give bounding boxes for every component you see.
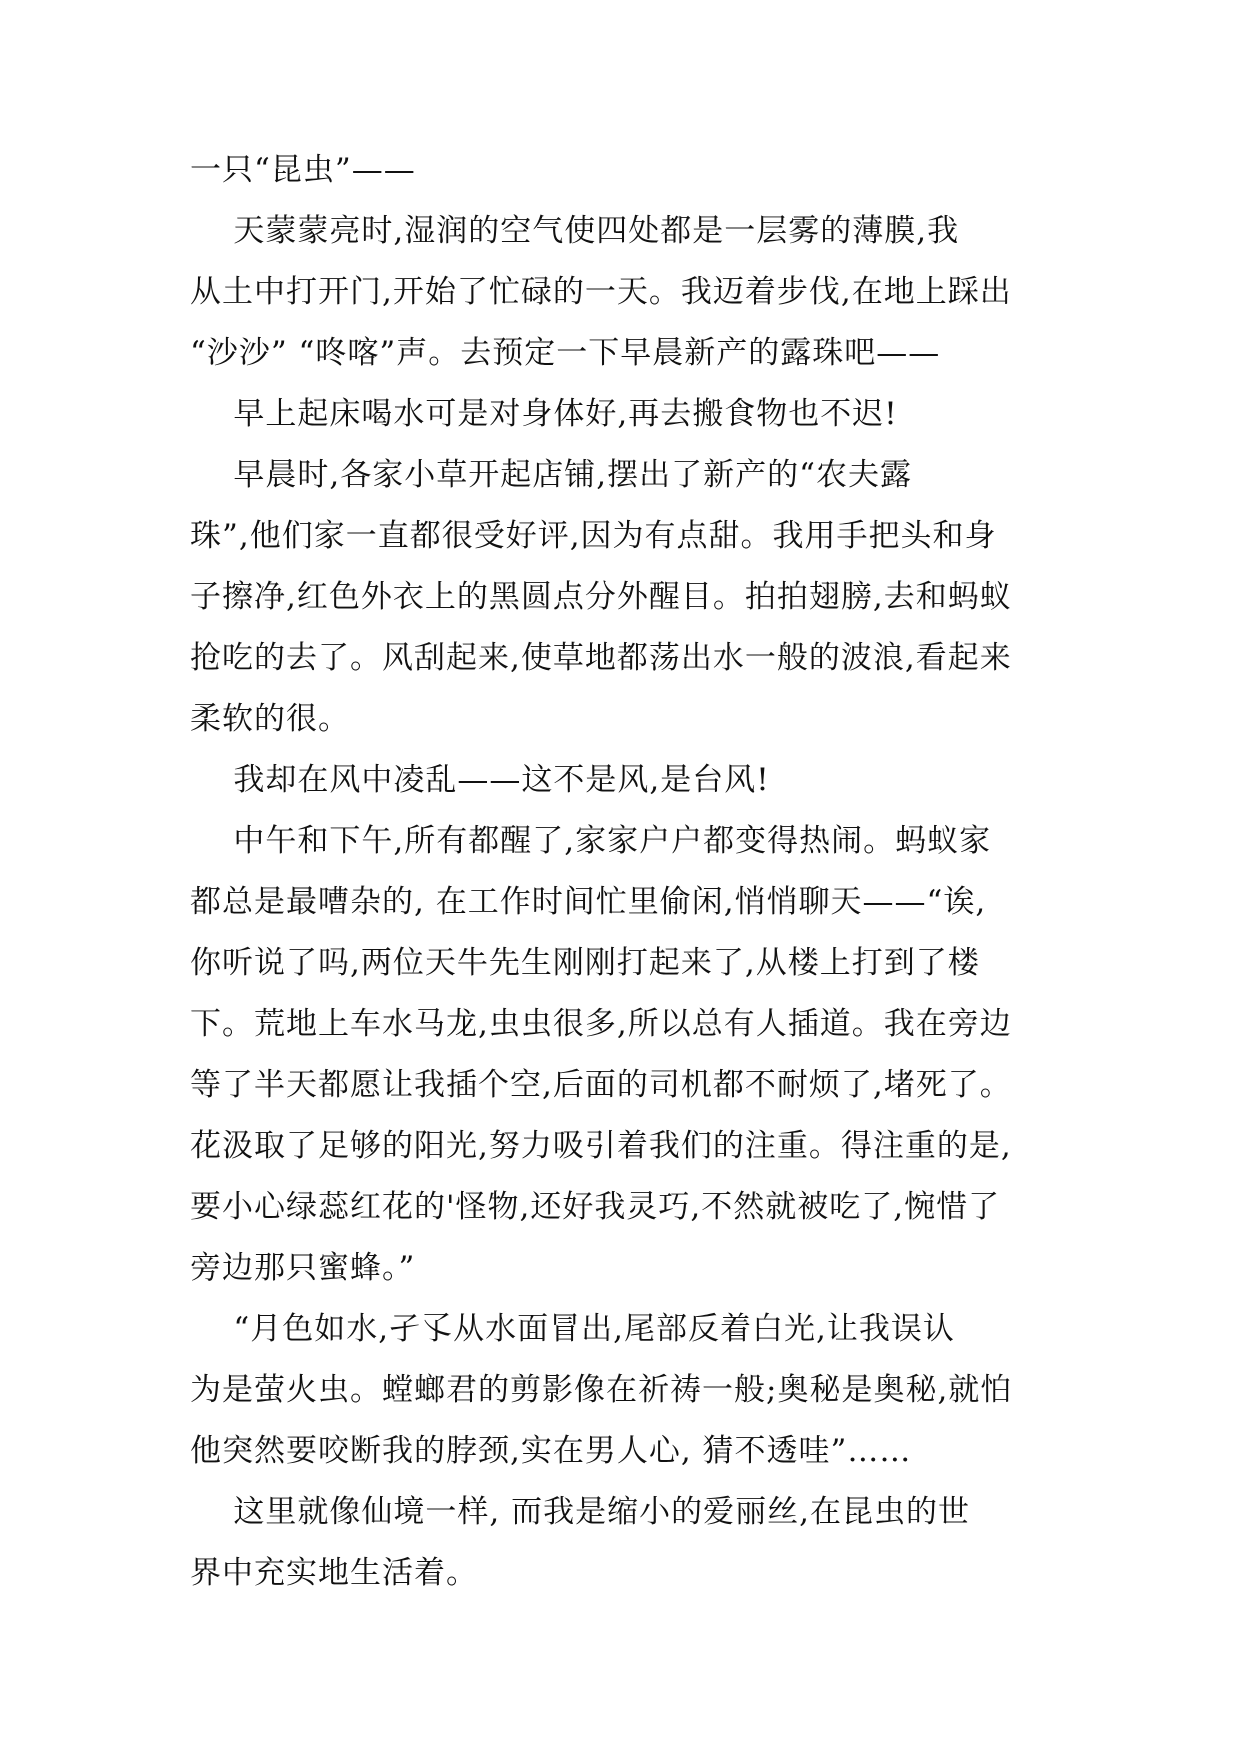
text-line: “月色如水,孑孓从水面冒出,尾部反着白光,让我误认 (190, 1311, 955, 1347)
text-line: 中午和下午,所有都醒了,家家户户都变得热闹。蚂蚁家 (190, 823, 992, 859)
text-line: 从土中打开门,开始了忙碌的一天。我迈着步伐,在地上踩出 (190, 274, 1012, 310)
title-line: 一只“昆虫”—— (190, 152, 416, 188)
text-line: 为是萤火虫。螳螂君的剪影像在祈祷一般;奥秘是奥秘,就怕 (190, 1372, 1013, 1408)
text-line: 子擦净,红色外衣上的黑圆点分外醒目。拍拍翅膀,去和蚂蚁 (190, 579, 1012, 615)
text-line: 花汲取了足够的阳光,努力吸引着我们的注重。得注重的是, (190, 1128, 1012, 1164)
text-line: 下。荒地上车水马龙,虫虫很多,所以总有人插道。我在旁边 (190, 1006, 1012, 1042)
text-line: 我却在风中凌乱——这不是风,是台风! (190, 762, 770, 798)
text-line: 界中充实地生活着。 (190, 1555, 478, 1591)
text-line: 天蒙蒙亮时,湿润的空气使四处都是一层雾的薄膜,我 (190, 213, 960, 249)
text-line: “沙沙” “咚喀”声。去预定一下早晨新产的露珠吧—— (190, 335, 941, 371)
text-line: 旁边那只蜜蜂。” (190, 1250, 416, 1286)
text-line: 早上起床喝水可是对身体好,再去搬食物也不迟! (190, 396, 898, 432)
document-body (190, 140, 1070, 1604)
text-line: 早晨时,各家小草开起店铺,摆出了新产的“农夫露 (190, 457, 912, 493)
text-line: 柔软的很。 (190, 701, 350, 737)
text-line: 你听说了吗,两位天牛先生刚刚打起来了,从楼上打到了楼 (190, 945, 980, 981)
text-line: 抢吃的去了。风刮起来,使草地都荡出水一般的波浪,看起来 (190, 640, 1012, 676)
text-line: 珠”,他们家一直都很受好评,因为有点甜。我用手把头和身 (190, 518, 997, 554)
text-line: 他突然要咬断我的脖颈,实在男人心, 猜不透哇”…… (190, 1433, 912, 1469)
text-line: 等了半天都愿让我插个空,后面的司机都不耐烦了,堵死了。 (190, 1067, 1012, 1103)
text-line: 这里就像仙境一样, 而我是缩小的爱丽丝,在昆虫的世 (190, 1494, 970, 1530)
text-line: 要小心绿蕊红花的'怪物,还好我灵巧,不然就被吃了,惋惜了 (190, 1189, 1001, 1225)
text-line: 都总是最嘈杂的, 在工作时间忙里偷闲,悄悄聊天——“诶, (190, 884, 987, 920)
